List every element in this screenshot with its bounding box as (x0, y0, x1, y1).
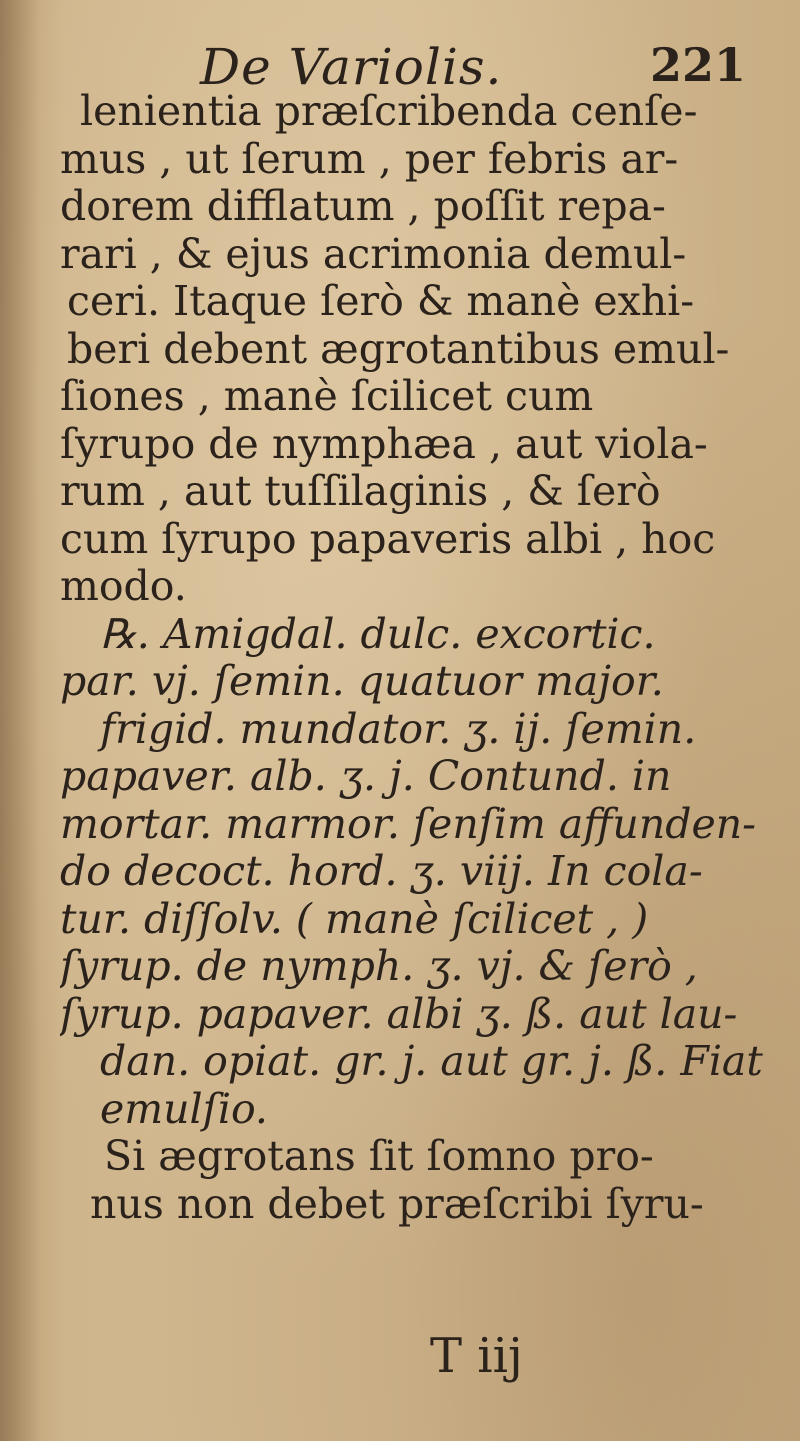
recipe-line: frigid. mundator. ʒ. ij. ſemin. (100, 705, 697, 753)
text-line: nus non debet præſcribi ſyru- (90, 1180, 704, 1228)
text-line: ſyrupo de nymphæa , aut viola- (60, 420, 708, 468)
text-line: ceri. Itaque ſerò & manè exhi- (67, 278, 695, 325)
recipe-line: mortar. marmor. ſenſim affunden- (60, 800, 756, 848)
text-block (60, 88, 770, 1228)
recipe-line: ſyrup. papaver. albi ʒ. ß. aut lau- (60, 990, 738, 1038)
gutter-shadow (0, 0, 40, 1441)
text-line: cum ſyrupo papaveris albi , hoc (60, 515, 716, 563)
recipe-line: do decoct. hord. ʒ. viij. In cola- (60, 848, 703, 895)
recipe-line: tur. diſſolv. ( manè ſcilicet , ) (60, 895, 649, 943)
text-line: Si ægrotans ſit ſomno pro- (104, 1133, 654, 1180)
text-line: rari , & ejus acrimonia demul- (60, 230, 687, 278)
text-line: dorem difflatum , poſſit repa- (60, 183, 666, 230)
recipe-line: par. vj. ſemin. quatuor major. (60, 658, 664, 705)
text-line: rum , aut tuſſilaginis , & ſerò (60, 468, 661, 515)
running-head (0, 38, 800, 96)
recipe-line: emulſio. (100, 1085, 268, 1133)
recipe-line: ℞. Amigdal. dulc. excortic. (100, 610, 656, 658)
text-line: modo. (60, 563, 187, 610)
page-number: 221 (650, 38, 747, 92)
recipe-line: dan. opiat. gr. j. aut gr. j. ß. Fiat (100, 1038, 763, 1085)
running-title: De Variolis. (200, 38, 503, 96)
recipe-line: papaver. alb. ʒ. j. Contund. in (60, 753, 672, 800)
text-line: ſiones , manè ſcilicet cum (60, 373, 594, 420)
signature-mark: T iij (430, 1328, 523, 1384)
text-line: lenientia præſcribenda cenſe- (80, 88, 698, 135)
text-line: mus , ut ſerum , per febris ar- (60, 135, 679, 183)
recipe-line: ſyrup. de nymph. ʒ. vj. & ſerò , (60, 943, 698, 990)
text-line: beri debent ægrotantibus emul- (67, 325, 730, 373)
